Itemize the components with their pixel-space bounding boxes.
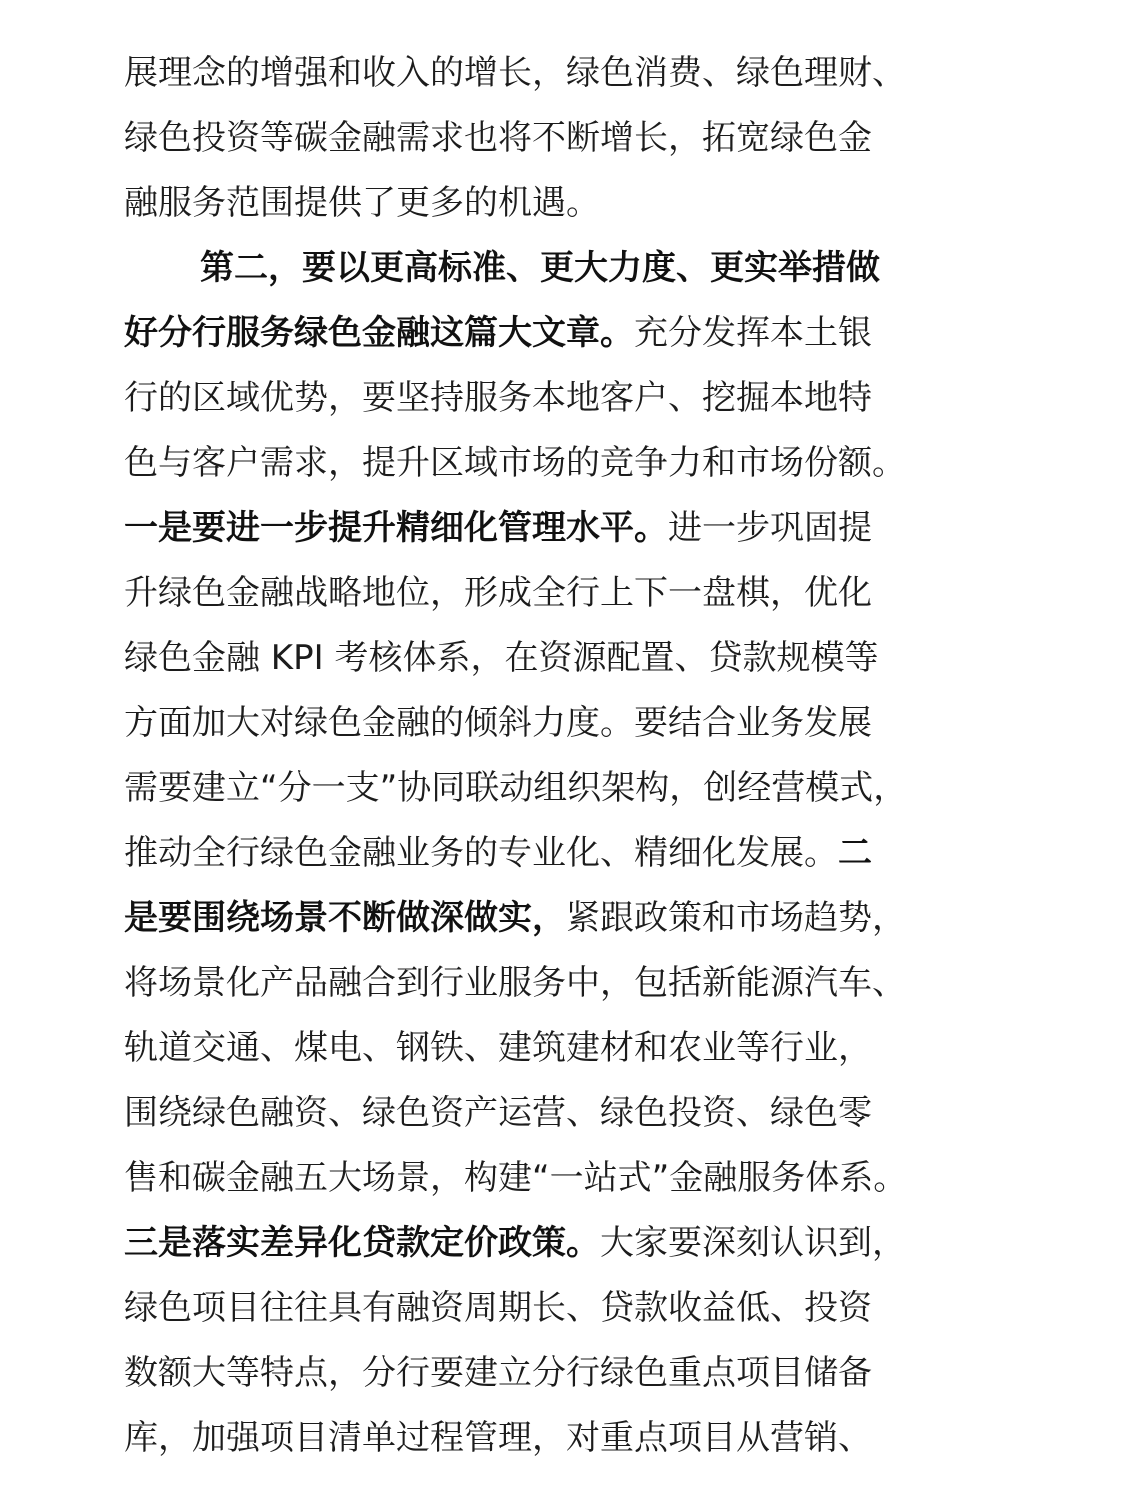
text-run: 方面加大对绿色金融的倾斜力度。要结合业务发展 [124, 703, 872, 743]
text-run: 大家要深刻认识到， [600, 1223, 906, 1263]
text-run: 充分发挥本土银 [634, 313, 872, 353]
text-line [124, 1276, 1004, 1341]
text-run: 推动全行绿色金融业务的专业化、精细化发展。 [124, 833, 838, 873]
text-line [124, 431, 1004, 496]
text-run: 轨道交通、煤电、钢铁、建筑建材和农业等行业， [124, 1028, 872, 1068]
text-line [124, 1081, 1004, 1146]
text-line [124, 1341, 1004, 1406]
text-run: 售和碳金融五大场景，构建“一站式”金融服务体系。 [124, 1158, 908, 1198]
bold-heading-run: 好分行服务绿色金融这篇大文章。 [124, 313, 634, 353]
text-run: 数额大等特点，分行要建立分行绿色重点项目储备 [124, 1353, 872, 1393]
text-run: 绿色金融 KPI 考核体系，在资源配置、贷款规模等 [124, 638, 879, 678]
bold-heading-run: 一是要进一步提升精细化管理水平。 [124, 508, 668, 548]
text-line [124, 41, 1004, 106]
text-run: 紧跟政策和市场趋势， [566, 898, 906, 938]
text-line [124, 821, 1004, 886]
bold-heading-run: 二 [838, 833, 872, 873]
text-line [124, 951, 1004, 1016]
text-run: 行的区域优势，要坚持服务本地客户、挖掘本地特 [124, 378, 872, 418]
bold-heading-run: 三是落实差异化贷款定价政策。 [124, 1223, 600, 1263]
text-line [124, 1146, 1004, 1211]
text-line [124, 756, 1004, 821]
text-line [124, 171, 1004, 236]
bold-heading-run: 是要围绕场景不断做深做实， [124, 898, 566, 938]
text-line [124, 1406, 1004, 1471]
text-line [124, 691, 1004, 756]
text-run: 展理念的增强和收入的增长，绿色消费、绿色理财、 [124, 53, 906, 93]
text-line [124, 366, 1004, 431]
text-line [124, 561, 1004, 626]
text-run: 升绿色金融战略地位，形成全行上下一盘棋，优化 [124, 573, 872, 613]
bold-heading-run: 第二，要以更高标准、更大力度、更实举措做 [200, 248, 880, 288]
paragraph-heading-line [200, 236, 1004, 301]
text-line [124, 496, 1004, 561]
text-run: 库，加强项目清单过程管理，对重点项目从营销、 [124, 1418, 872, 1458]
text-run: 将场景化产品融合到行业服务中，包括新能源汽车、 [124, 963, 906, 1003]
text-line [124, 106, 1004, 171]
text-run: 融服务范围提供了更多的机遇。 [124, 183, 600, 223]
text-run: 色与客户需求，提升区域市场的竞争力和市场份额。 [124, 443, 906, 483]
text-line [124, 886, 1004, 951]
text-run: 绿色项目往往具有融资周期长、贷款收益低、投资 [124, 1288, 872, 1328]
text-run: 需要建立“分一支”协同联动组织架构，创经营模式， [124, 768, 908, 808]
text-line [124, 626, 1004, 691]
text-run: 绿色投资等碳金融需求也将不断增长，拓宽绿色金 [124, 118, 872, 158]
text-line [124, 301, 1004, 366]
text-line [124, 1211, 1004, 1276]
text-line [124, 1016, 1004, 1081]
text-run: 进一步巩固提 [668, 508, 872, 548]
text-run: 围绕绿色融资、绿色资产运营、绿色投资、绿色零 [124, 1093, 872, 1133]
